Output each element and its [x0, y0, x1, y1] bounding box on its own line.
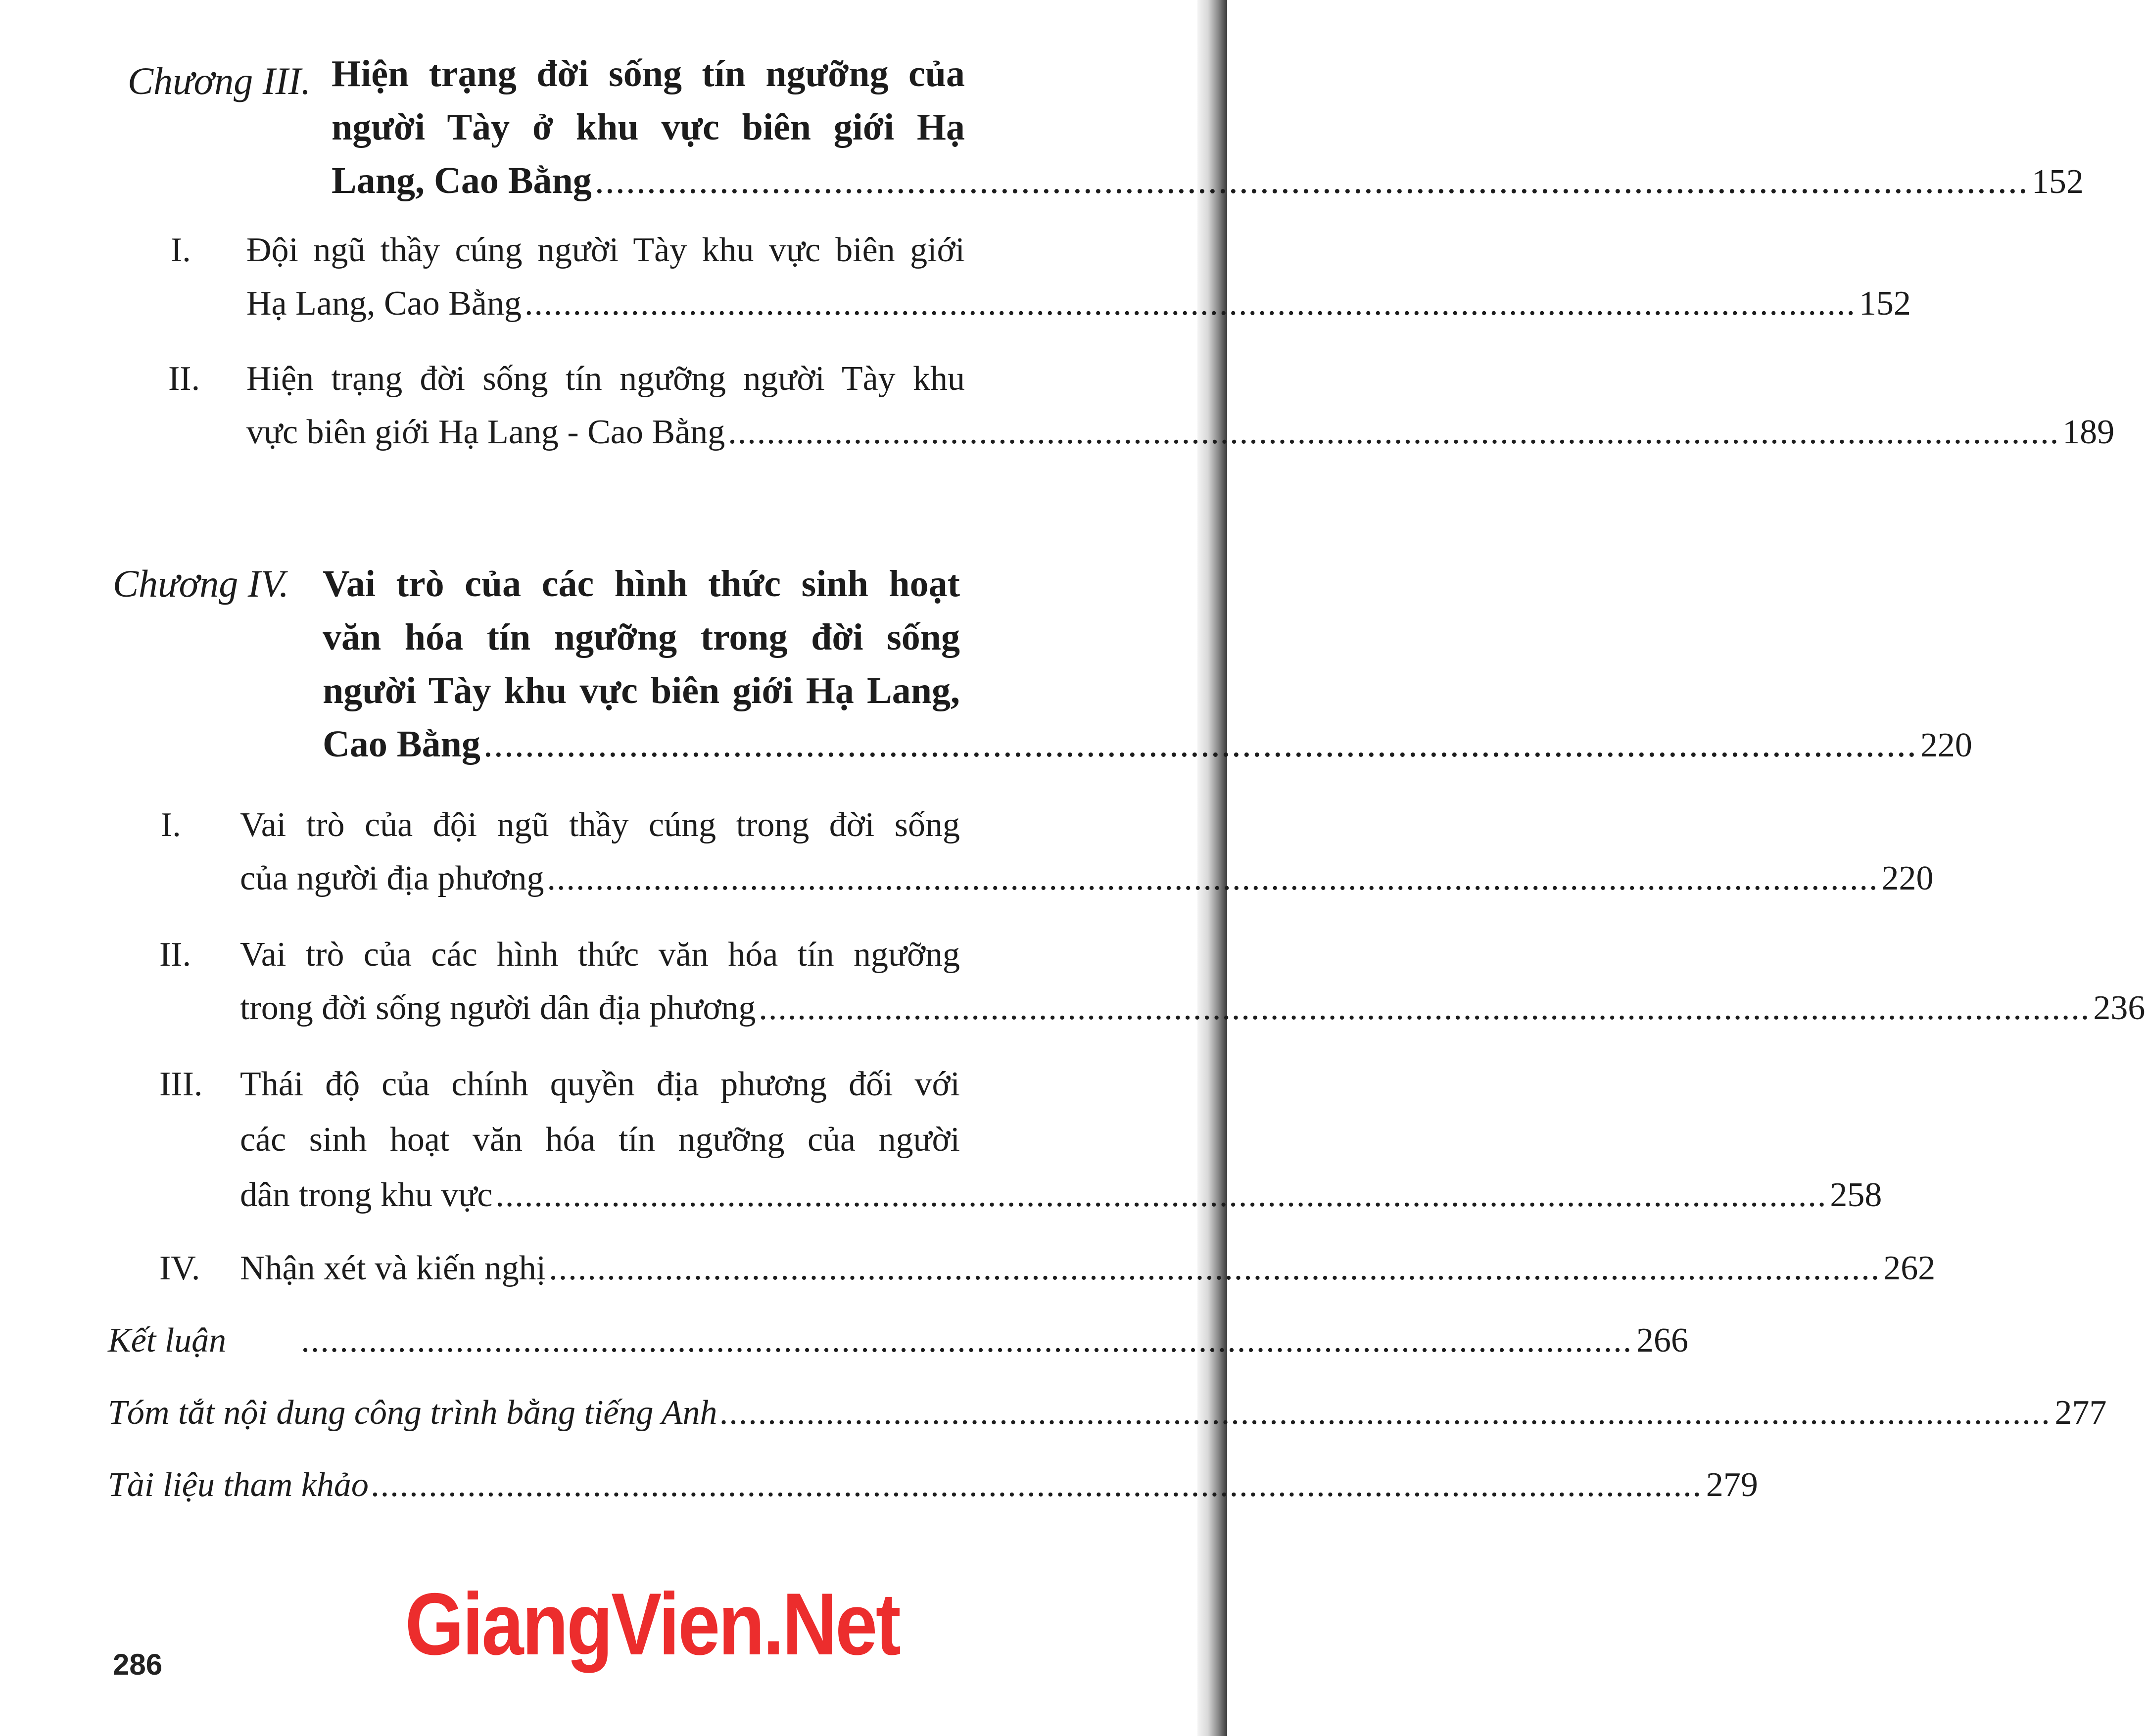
toc-entry-last-line — [240, 1242, 1936, 1295]
page-ref: 189 — [2062, 413, 2115, 451]
leader-dots: .......................................................................................................................................... — [594, 160, 2029, 201]
toc-entry-last-line — [240, 852, 1934, 905]
section-title-line: vực biên giới Hạ Lang - Cao Bằng — [246, 413, 725, 451]
section-title-line: các sinh hoạt văn hóa tín ngưỡng của người — [240, 1121, 960, 1159]
chapter-title-line: Lang, Cao Bằng — [332, 160, 592, 201]
section-label: II. — [159, 936, 191, 974]
leader-dots: .......................................................................................................................................... — [728, 413, 2060, 451]
toc-entry-last-line — [302, 1314, 1688, 1367]
section-title-line: Vai trò của các hình thức văn hóa tín ngưỡng — [240, 936, 960, 974]
leader-dots: .......................................................................................................................................... — [549, 1249, 1881, 1287]
toc-entry-last-line — [246, 277, 1911, 330]
leader-dots: .......................................................................................................................................... — [759, 989, 2091, 1027]
chapter-title-line: người Tày khu vực biên giới Hạ Lang, — [323, 670, 960, 711]
leader-dots: .......................................................................................................................................... — [371, 1466, 1703, 1504]
section-title-line: Vai trò của đội ngũ thầy cúng trong đời sống — [240, 806, 960, 844]
toc-entry-last-line — [240, 1169, 1882, 1222]
section-label: II. — [168, 360, 200, 398]
toc-entry-last-line — [240, 982, 2145, 1035]
chapter-label: Chương IV. — [113, 562, 289, 605]
entry-title: Tài liệu tham khảo — [108, 1466, 369, 1504]
section-title-line: Nhận xét và kiến nghị — [240, 1249, 546, 1287]
page-ref: 220 — [1881, 859, 1934, 897]
chapter-title-line: Cao Bằng — [323, 723, 480, 765]
leader-dots: .......................................................................................................................................... — [495, 1176, 1827, 1214]
chapter-title-line: Vai trò của các hình thức sinh hoạt — [323, 563, 960, 605]
chapter-title-line: văn hóa tín ngưỡng trong đời sống — [323, 616, 960, 658]
section-label: I. — [161, 806, 181, 844]
page-ref: 220 — [1920, 726, 1972, 764]
section-title-line: Hiện trạng đời sống tín ngưỡng người Tày khu — [246, 360, 965, 398]
section-title-line: Thái độ của chính quyền địa phương đối với — [240, 1065, 960, 1103]
page-ref: 152 — [2031, 163, 2084, 201]
entry-title: Tóm tắt nội dung công trình bằng tiếng Anh — [108, 1394, 717, 1432]
leader-dots: .......................................................................................................................................... — [524, 284, 1856, 323]
page-ref: 279 — [1706, 1466, 1758, 1504]
section-title-line: trong đời sống người dân địa phương — [240, 989, 756, 1027]
leader-dots: .......................................................................................................................................... — [302, 1321, 1633, 1360]
page-ref: 236 — [2093, 989, 2145, 1027]
chapter-label: Chương III. — [128, 59, 311, 102]
page-ref: 277 — [2054, 1394, 2107, 1432]
section-label: IV. — [159, 1249, 200, 1287]
toc-entry-last-line — [108, 1386, 2107, 1440]
toc-entry-last-line — [108, 1458, 1758, 1512]
watermark-logo: GiangVien.Net — [405, 1575, 900, 1673]
page-ref: 258 — [1830, 1176, 1882, 1214]
section-label: I. — [171, 231, 191, 269]
section-title-line: Đội ngũ thầy cúng người Tày khu vực biên giới — [246, 231, 965, 269]
page-ref: 152 — [1859, 284, 1911, 323]
section-title-line: dân trong khu vực — [240, 1176, 493, 1214]
leader-dots: .......................................................................................................................................... — [547, 859, 1879, 897]
toc-entry-last-line — [332, 154, 2084, 209]
leader-dots: .......................................................................................................................................... — [720, 1394, 2052, 1432]
leader-dots: .......................................................................................................................................... — [483, 723, 1917, 765]
section-title-line: Hạ Lang, Cao Bằng — [246, 284, 522, 323]
section-title-line: của người địa phương — [240, 859, 544, 897]
page-number: 286 — [113, 1648, 163, 1681]
toc-entry-last-line — [323, 717, 1972, 772]
entry-title: Kết luận — [108, 1321, 227, 1360]
page-ref: 266 — [1636, 1321, 1688, 1360]
page-ref: 262 — [1883, 1249, 1936, 1287]
chapter-title-line: người Tày ở khu vực biên giới Hạ — [332, 106, 965, 148]
chapter-title-line: Hiện trạng đời sống tín ngưỡng của — [332, 53, 965, 94]
toc-entry-last-line — [246, 406, 2115, 459]
section-label: III. — [159, 1065, 203, 1103]
